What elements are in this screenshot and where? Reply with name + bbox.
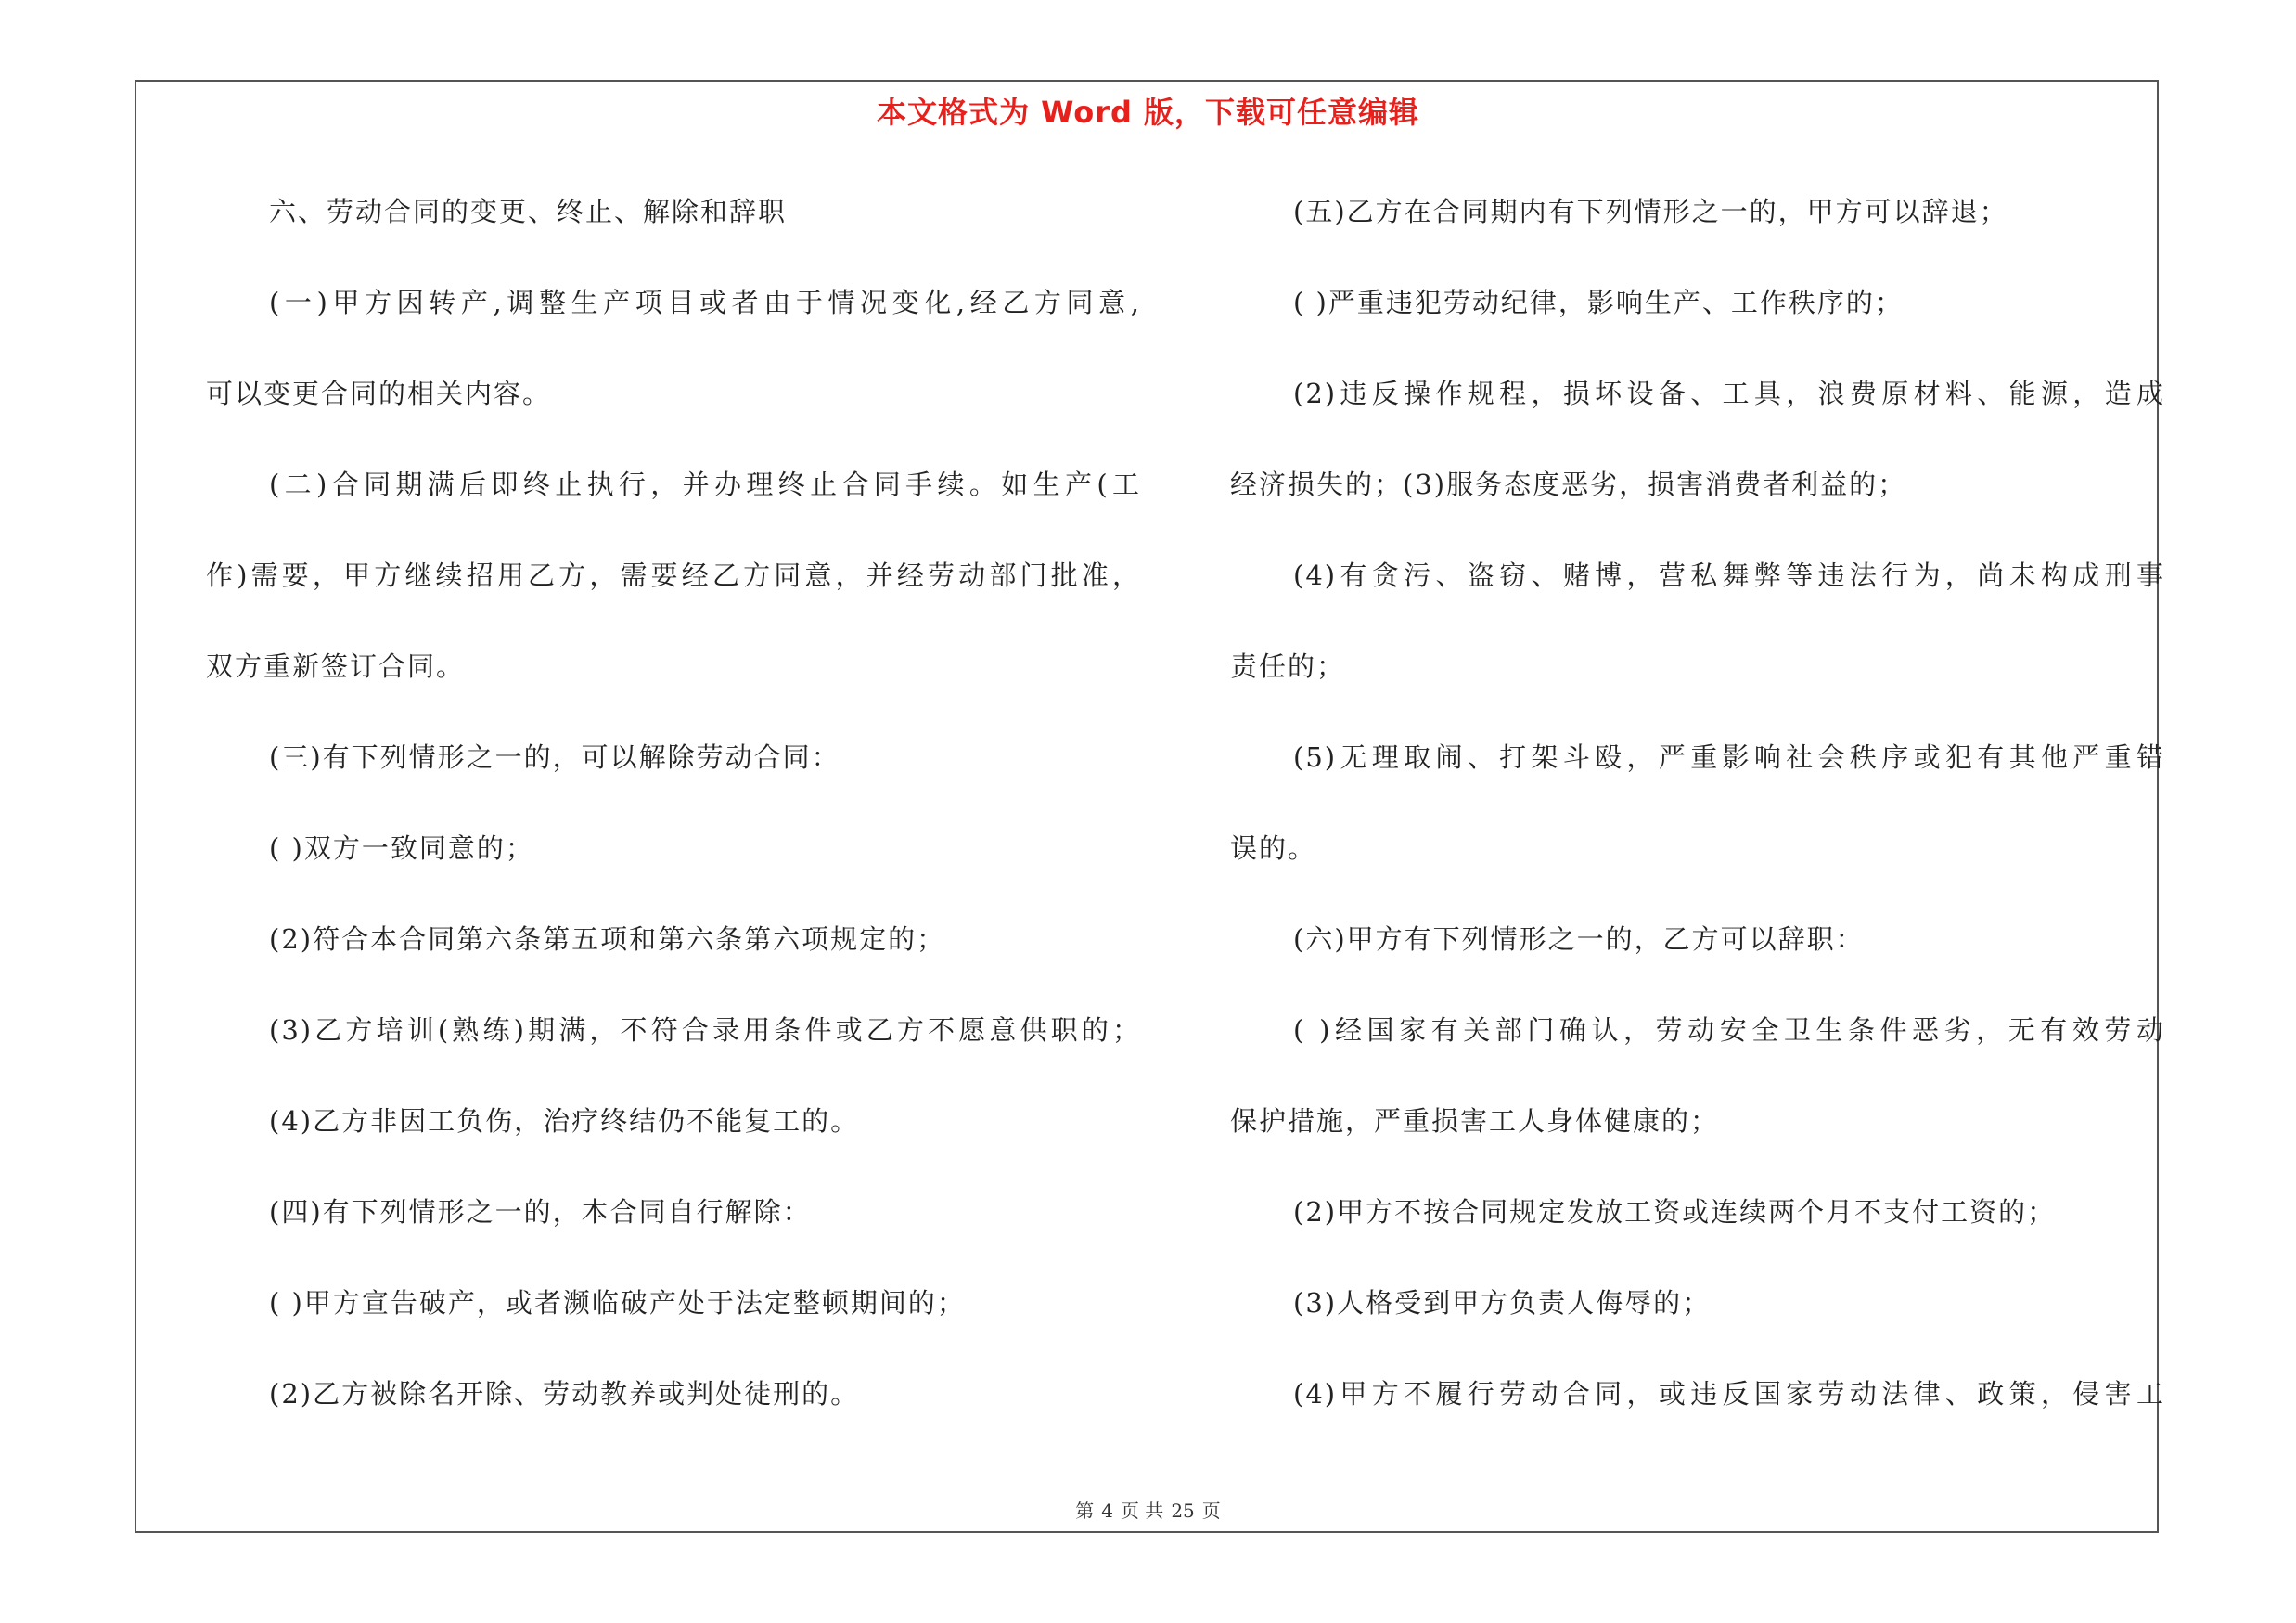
footer-suffix: 页 xyxy=(1201,1500,1221,1522)
total-page-count: 25 xyxy=(1171,1500,1195,1522)
paragraph-line: (四)有下列情形之一的，本合同自行解除： xyxy=(269,1196,812,1228)
word-format-banner: 本文格式为 Word 版，下载可任意编辑 xyxy=(876,95,1420,130)
left-text-column xyxy=(206,184,1141,1457)
paragraph-line: (三)有下列情形之一的，可以解除劳动合同： xyxy=(269,741,840,773)
paragraph-line: 作)需要，甲方继续招用乙方，需要经乙方同意，并经劳动部门批准， xyxy=(206,560,1141,591)
paragraph-line: (五)乙方在合同期内有下列情形之一的，甲方可以辞退； xyxy=(1293,196,2008,227)
paragraph-line: (5)无理取闹、打架斗殴，严重影响社会秩序或犯有其他严重错 xyxy=(1293,741,2165,773)
paragraph-line: (3)乙方培训(熟练)期满，不符合录用条件或乙方不愿意供职的； xyxy=(269,1014,1141,1046)
paragraph-line: 保护措施，严重损害工人身体健康的； xyxy=(1230,1105,1720,1137)
paragraph-line: 经济损失的；(3)服务态度恶劣，损害消费者利益的； xyxy=(1230,469,1907,500)
current-page-number: 4 xyxy=(1101,1500,1113,1522)
paragraph-line: 可以变更合同的相关内容。 xyxy=(206,378,552,409)
paragraph-line: (2)甲方不按合同规定发放工资或连续两个月不支付工资的； xyxy=(1293,1196,2057,1228)
paragraph-line: ( )甲方宣告破产，或者濒临破产处于法定整顿期间的； xyxy=(269,1287,966,1319)
paragraph-line: (2)乙方被除名开除、劳动教养或判处徒刑的。 xyxy=(269,1378,860,1410)
paragraph-line: (4)乙方非因工负伤，治疗终结仍不能复工的。 xyxy=(269,1105,860,1137)
paragraph-line: 误的。 xyxy=(1230,832,1317,864)
paragraph-line: (3)人格受到甲方负责人侮辱的； xyxy=(1293,1287,1712,1319)
paragraph-line: 双方重新签订合同。 xyxy=(206,650,466,682)
paragraph-line: (2)违反操作规程，损坏设备、工具，浪费原材料、能源，造成 xyxy=(1293,378,2165,409)
right-text-column xyxy=(1230,184,2165,1457)
paragraph-line: (2)符合本合同第六条第五项和第六条第六项规定的； xyxy=(269,923,946,955)
paragraph-line: (4)甲方不履行劳动合同，或违反国家劳动法律、政策，侵害工 xyxy=(1293,1378,2165,1410)
paragraph-line: (一)甲方因转产,调整生产项目或者由于情况变化,经乙方同意, xyxy=(269,287,1141,318)
paragraph-line: 责任的； xyxy=(1230,650,1346,682)
paragraph-line: (六)甲方有下列情形之一的，乙方可以辞职： xyxy=(1293,923,1865,955)
footer-prefix: 第 xyxy=(1075,1500,1095,1522)
paragraph-line: ( )双方一致同意的； xyxy=(269,832,534,864)
paragraph-line: (二)合同期满后即终止执行，并办理终止合同手续。如生产(工 xyxy=(269,469,1141,500)
paragraph-line: ( )严重违犯劳动纪律，影响生产、工作秩序的； xyxy=(1293,287,1904,318)
paragraph-line: ( )经国家有关部门确认，劳动安全卫生条件恶劣，无有效劳动 xyxy=(1293,1014,2165,1046)
paragraph-line: 六、劳动合同的变更、终止、解除和辞职 xyxy=(269,196,788,227)
footer-middle: 页 共 xyxy=(1120,1500,1164,1522)
page-number-footer xyxy=(0,1496,2296,1523)
paragraph-line: (4)有贪污、盗窃、赌博，营私舞弊等违法行为，尚未构成刑事 xyxy=(1293,560,2165,591)
